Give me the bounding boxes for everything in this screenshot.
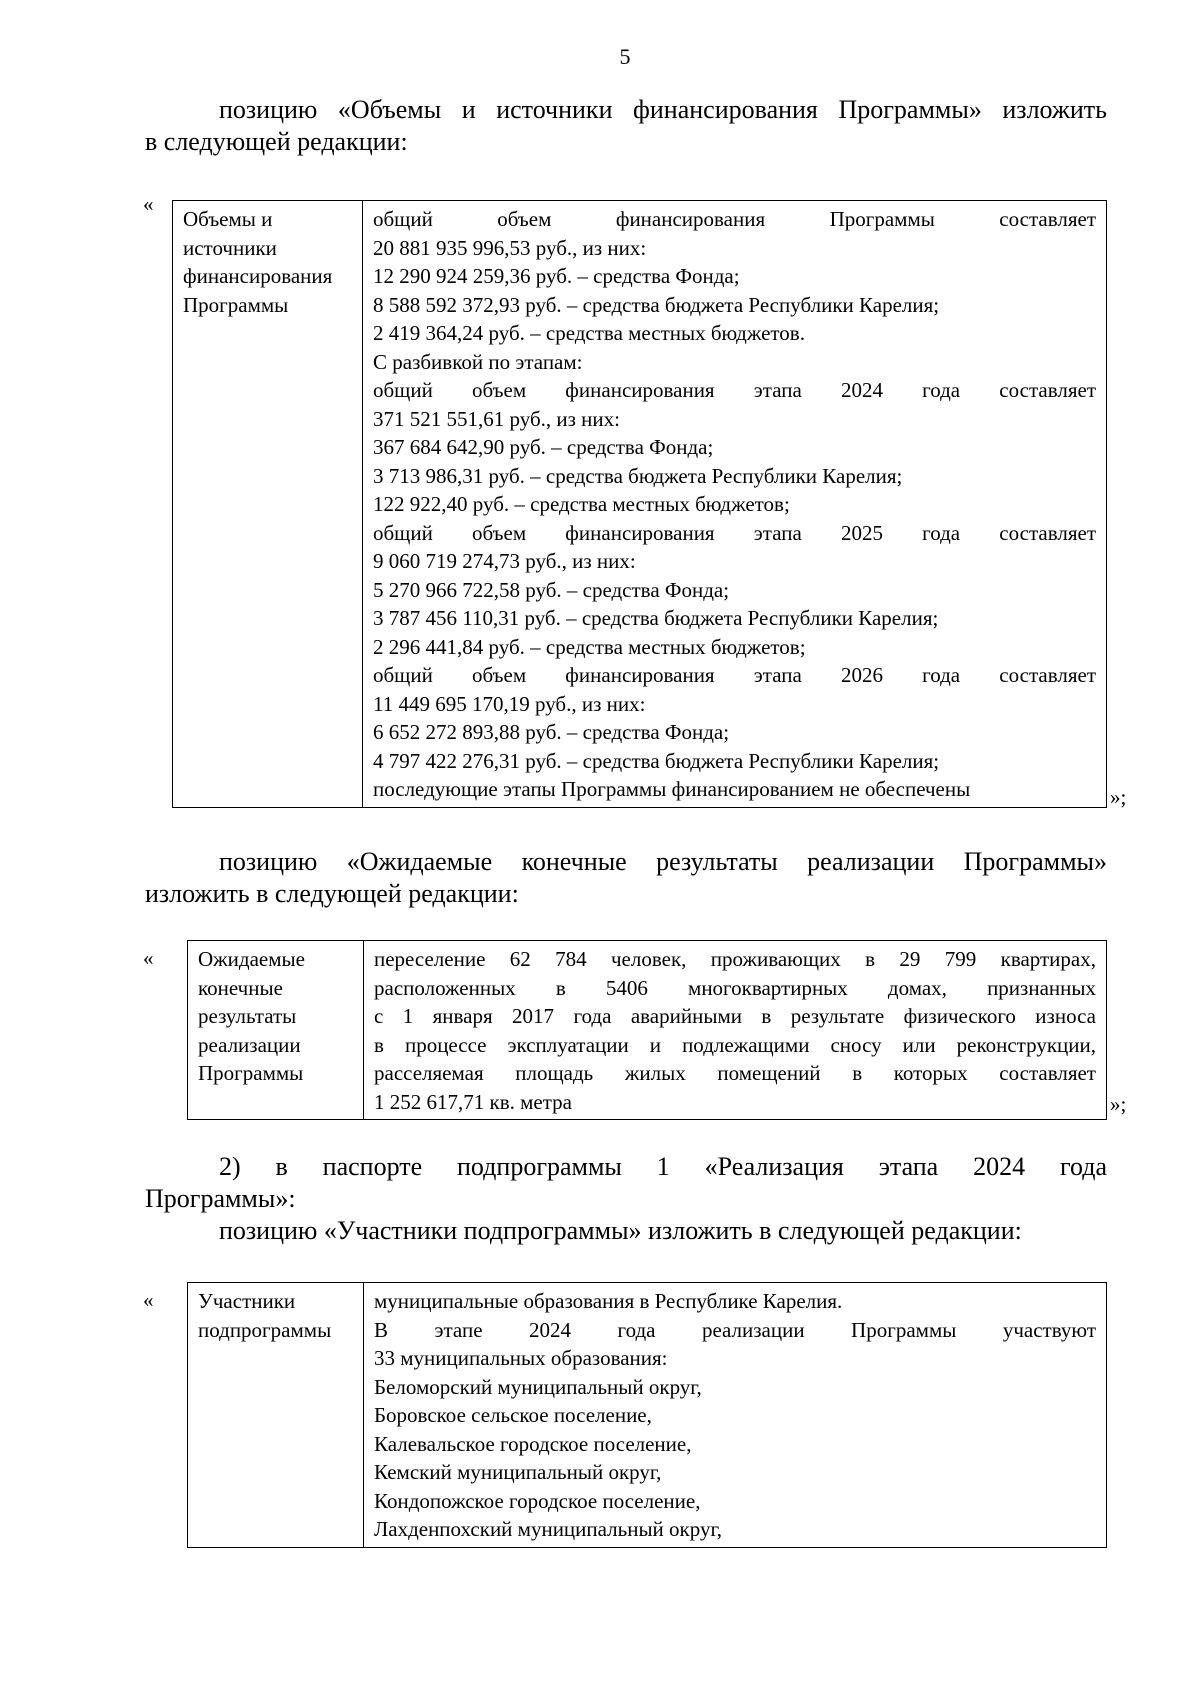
label-line: Участники [198,1289,296,1313]
section2-close-quote: »; [1110,1092,1127,1116]
label-line: источники [183,235,277,260]
value-line: последующие этапы Программы финансированием не обеспечены [373,777,971,801]
section1-intro-line1: позицию «Объемы и источники финансирования Программы» изложить [219,95,1107,124]
section3-open-quote: « [143,1288,154,1312]
section3-value-cell [364,1283,1107,1548]
value-line: муниципальные образования в Республике Карелия. [374,1289,843,1313]
value-line: с 1 января 2017 года аварийными в результате физического износа [374,1004,1096,1028]
value-line: 2 296 441,84 руб. – средства местных бюджетов; [373,634,806,659]
value-line: 6 652 272 893,88 руб. – средства Фонда; [373,720,730,744]
value-line: 2 419 364,24 руб. – средства местных бюджетов. [373,321,805,345]
value-line: 12 290 924 259,36 руб. – средства Фонда; [373,264,740,288]
label-line: реализации [198,1032,301,1057]
section2-table [187,940,1107,1120]
value-line: общий объем финансирования этапа 2026 года составляет [373,663,1096,687]
label-line: финансирования [183,264,333,288]
value-line: Лахденпохский муниципальный округ, [374,1517,722,1541]
section1-close-quote: »; [1110,785,1127,809]
section1-value-cell [363,201,1107,808]
label-line: Программы [198,1061,304,1085]
value-line: расположенных в 5406 многоквартирных домах, признанных [374,975,1096,1000]
value-line: 367 684 642,90 руб. – средства Фонда; [373,435,714,459]
value-line: В этапе 2024 года реализации Программы участвуют [374,1317,1096,1342]
label-line: Программы [183,292,289,317]
value-line: 11 449 695 170,19 руб., из них: [373,691,646,716]
section1-open-quote: « [143,192,154,216]
section3-intro-line2: Программы»: [145,1184,296,1213]
section2-intro-line1: позицию «Ожидаемые конечные результаты реализации Программы» [219,847,1107,876]
value-line: общий объем финансирования Программы составляет [373,207,1096,231]
value-line: Кемский муниципальный округ, [374,1460,662,1484]
section3-intro-line3: позицию «Участники подпрограммы» изложить в следующей редакции: [219,1216,1022,1245]
section2-intro-line2: изложить в следующей редакции: [145,879,519,908]
value-line: расселяемая площадь жилых помещений в которых составляет [374,1061,1096,1085]
value-line: 122 922,40 руб. – средства местных бюджетов; [373,492,790,516]
section3-table [187,1282,1107,1548]
value-line: 5 270 966 722,58 руб. – средства Фонда; [373,577,730,602]
value-line: 4 797 422 276,31 руб. – средства бюджета Республики Карелия; [373,748,940,773]
value-line: 9 060 719 274,73 руб., из них: [373,549,636,573]
label-line: результаты [198,1004,297,1028]
value-line: 33 муниципальных образования: [374,1346,668,1370]
value-line: 1 252 617,71 кв. метра [374,1089,572,1114]
value-line: в процессе эксплуатации и подлежащими сносу или реконструкции, [374,1032,1096,1057]
section2-label-cell [188,941,364,1120]
value-line: 3 787 456 110,31 руб. – средства бюджета Республики Карелия; [373,606,939,630]
label-line: подпрограммы [198,1317,332,1342]
section2-intro [145,846,1107,910]
section2-value-cell [364,941,1107,1120]
value-line: 3 713 986,31 руб. – средства бюджета Республики Карелия; [373,463,903,488]
section2-open-quote: « [143,946,154,970]
value-line: общий объем финансирования этапа 2025 года составляет [373,520,1096,545]
value-line: Беломорский муниципальный округ, [374,1374,702,1399]
value-line: Боровское сельское поселение, [374,1403,652,1427]
section3-intro [145,1151,1107,1247]
value-line: 371 521 551,61 руб., из них: [373,406,620,431]
label-line: Объемы и [183,207,273,231]
page-number: 5 [619,44,631,69]
value-line: 8 588 592 372,93 руб. – средства бюджета Республики Карелия; [373,292,940,317]
section3-intro-line1: 2) в паспорте подпрограммы 1 «Реализация этапа 2024 года [219,1152,1107,1181]
section1-table [172,200,1107,808]
label-line: Ожидаемые [198,947,305,971]
value-line: переселение 62 784 человек, проживающих в 29 799 квартирах, [374,947,1096,971]
section1-intro [145,94,1107,158]
section3-label-cell [188,1283,364,1548]
value-line: С разбивкой по этапам: [373,349,583,374]
value-line: 20 881 935 996,53 руб., из них: [373,235,647,260]
value-line: Калевальское городское поселение, [374,1431,692,1456]
label-line: конечные [198,975,283,1000]
section1-label-cell [173,201,363,808]
value-line: общий объем финансирования этапа 2024 года составляет [373,378,1096,402]
section1-intro-line2: в следующей редакции: [145,127,408,156]
value-line: Кондопожское городское поселение, [374,1488,701,1513]
